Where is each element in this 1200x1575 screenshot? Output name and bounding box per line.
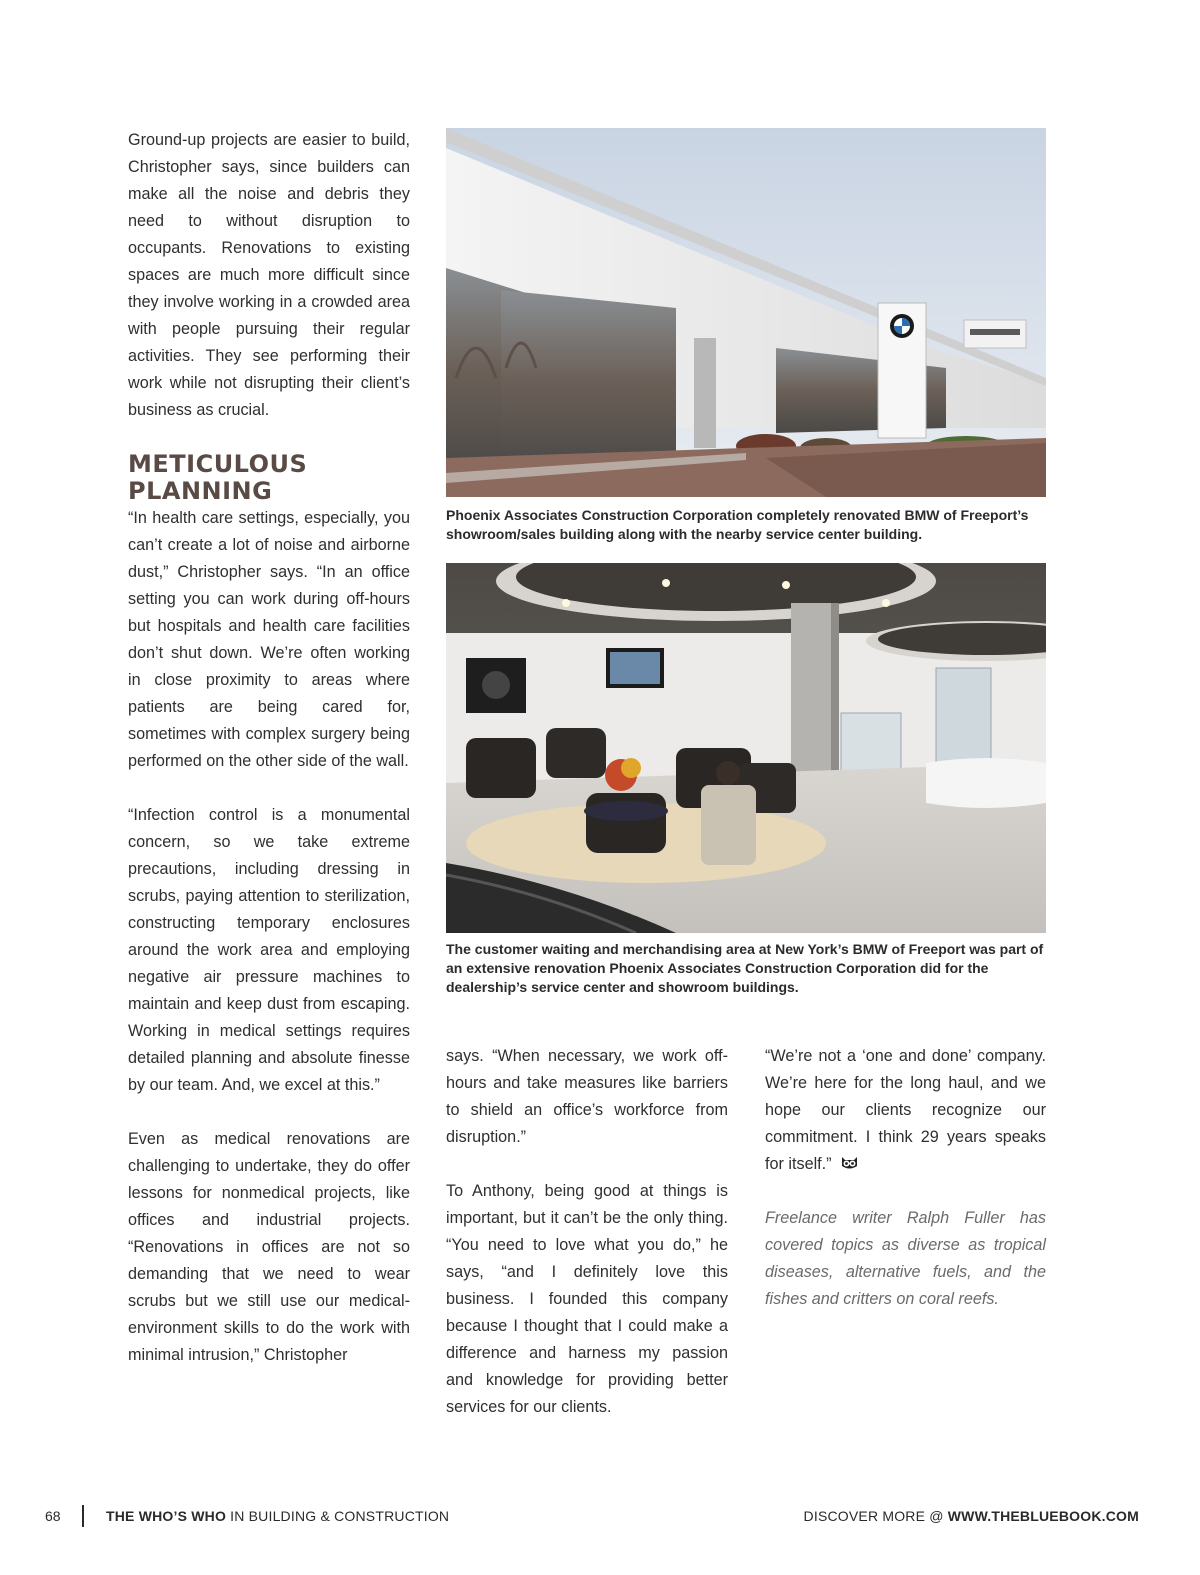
- page-number: 68: [45, 1508, 61, 1524]
- body-paragraph: To Anthony, being good at things is important, but it can’t be the only thing. “You need to love what you do,” he says, “and I definitely love this business. I founded this company because I thought that I could make a difference and harness my passion and knowledge for providing better services for our clients.: [446, 1182, 728, 1416]
- dealership-exterior-photo: [446, 128, 1046, 497]
- publication-name-bold: THE WHO’S WHO: [106, 1508, 227, 1524]
- photo-caption: Phoenix Associates Construction Corporation completely renovated BMW of Freeport’s showroom/sales building along with the nearby service center building.: [446, 507, 1029, 542]
- footer-divider: [82, 1505, 84, 1527]
- body-paragraph: Even as medical renovations are challenging to undertake, they do offer lessons for nonmedical projects, like offices and industrial projects. “Renovations in offices are not so demanding that we need to wear scrubs but we still use our medical-environment skills to do the work with minimal intrusion,” Christopher: [128, 1130, 410, 1364]
- closing-paragraph: [765, 1043, 1046, 1178]
- article-column-3: [765, 1043, 1046, 1313]
- showroom-interior-photo: [446, 563, 1046, 933]
- owl-icon: [840, 1156, 859, 1170]
- section-heading-line-2: PLANNING: [128, 477, 273, 505]
- page-footer: [0, 1500, 1200, 1532]
- author-bio: Freelance writer Ralph Fuller has covered topics as diverse as tropical diseases, alternative fuels, and the fishes and critters on coral reefs.: [765, 1209, 1046, 1308]
- discover-label: DISCOVER MORE @: [803, 1508, 948, 1524]
- body-paragraph: Ground-up projects are easier to build, Christopher says, since builders can make all the noise and debris they need to without disruption to occupants. Renovations to existing spaces are much more difficult since they involve working in a crowded area with people pursuing their regular activities. They see performing their work while not disrupting their client’s business as crucial.: [128, 131, 410, 419]
- body-paragraph: says. “When necessary, we work off-hours and take measures like barriers to shield an office’s workforce from disruption.”: [446, 1047, 728, 1146]
- website-link[interactable]: WWW.THEBLUEBOOK.COM: [947, 1508, 1139, 1524]
- closing-quote: “We’re not a ‘one and done’ company. We’re here for the long haul, and we hope our clients recognize our commitment. I think 29 years speaks for itself.”: [765, 1047, 1046, 1173]
- discover-more: [804, 1508, 1139, 1524]
- article-column-2: [446, 1043, 728, 1421]
- body-paragraph: “Infection control is a monumental concern, so we take extreme precautions, including dressing in scrubs, paying attention to sterilization, constructing temporary enclosures around the work area and employing negative air pressure machines to maintain and keep dust from escaping. Working in medical settings requires detailed planning and absolute finesse by our team. And, we excel at this.”: [128, 806, 410, 1094]
- body-paragraph: “In health care settings, especially, you can’t create a lot of noise and airborne dust,” Christopher says. “In an office setting you can work during off-hours but hospitals and health care facilities don’t shut down. We’re often working in close proximity to areas where patients are being cared for, sometimes with complex surgery being performed on the other side of the wall.: [128, 509, 410, 770]
- publication-name-rest: IN BUILDING & CONSTRUCTION: [226, 1508, 450, 1524]
- article-column-1: [128, 127, 410, 1369]
- section-heading-line-1: METICULOUS: [128, 450, 308, 478]
- section-heading: [128, 451, 410, 505]
- publication-name: [106, 1508, 449, 1524]
- photo-caption: The customer waiting and merchandising area at New York’s BMW of Freeport was part of an extensive renovation Phoenix Associates Construction Corporation did for the dealership’s service center and showroom buildings.: [446, 941, 1044, 995]
